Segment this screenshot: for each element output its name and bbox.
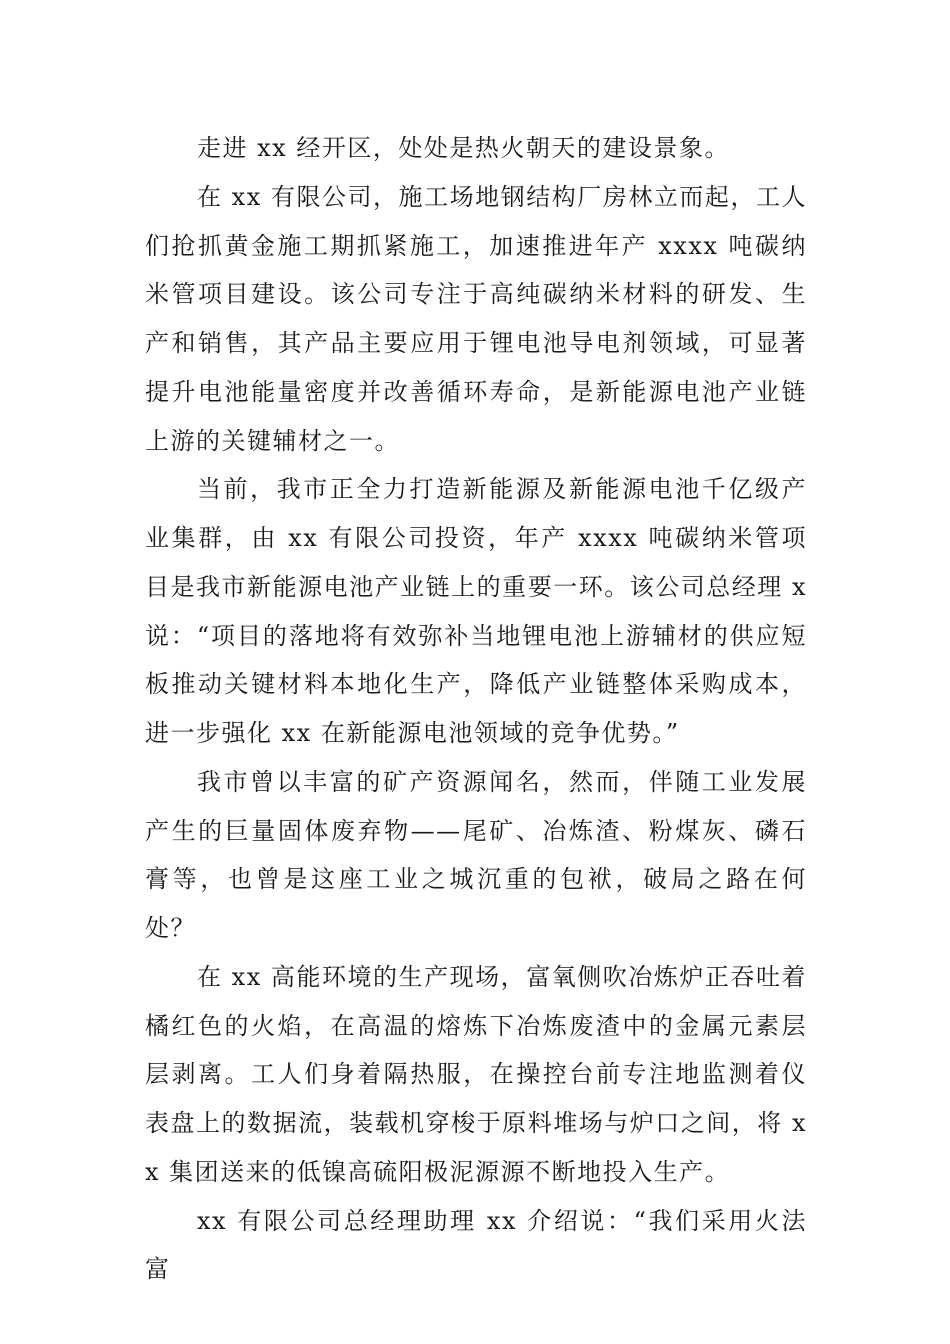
paragraph-5: 在 xx 高能环境的生产现场，富氧侧吹冶炼炉正吞吐着橘红色的火焰，在高温的熔炼下冶炼废渣中的金属元素层层剥离。工人们身着隔热服，在操控台前专注地监测着仪表盘上的数据流，装载机穿梭于原料堆场与炉口之间，将 xx 集团送来的低镍高硫阳极泥源源不断地投入生产。: [145, 962, 807, 1186]
paragraph-2: 在 xx 有限公司，施工场地钢结构厂房林立而起，工人们抢抓黄金施工期抓紧施工，加速推进年产 xxxx 吨碳纳米管项目建设。该公司专注于高纯碳纳米材料的研发、生产和销售，其产品主要应用于锂电池导电剂领域，可显著提升电池能量密度并改善循环寿命，是新能源电池产业链上游的关键辅材之一。: [145, 182, 807, 455]
paragraph-1: 走进 xx 经开区，处处是热火朝天的建设景象。: [197, 134, 730, 162]
article-body: [145, 124, 807, 1294]
paragraph-4: 我市曾以丰富的矿产资源闻名，然而，伴随工业发展产生的巨量固体废弃物——尾矿、冶炼渣、粉煤灰、磷石膏等，也曾是这座工业之城沉重的包袱，破局之路在何处？: [145, 767, 807, 942]
paragraph-3: 当前，我市正全力打造新能源及新能源电池千亿级产业集群，由 xx 有限公司投资，年产 xxxx 吨碳纳米管项目是我市新能源电池产业链上的重要一环。该公司总经理 x 说：“项目的落地将有效弥补当地锂电池上游辅材的供应短板推动关键材料本地化生产，降低产业链整体采购成本，进一步强化 xx 在新能源电池领域的竞争优势。”: [145, 475, 807, 747]
paragraph-6: xx 有限公司总经理助理 xx 介绍说：“我们采用火法富: [145, 1206, 807, 1284]
